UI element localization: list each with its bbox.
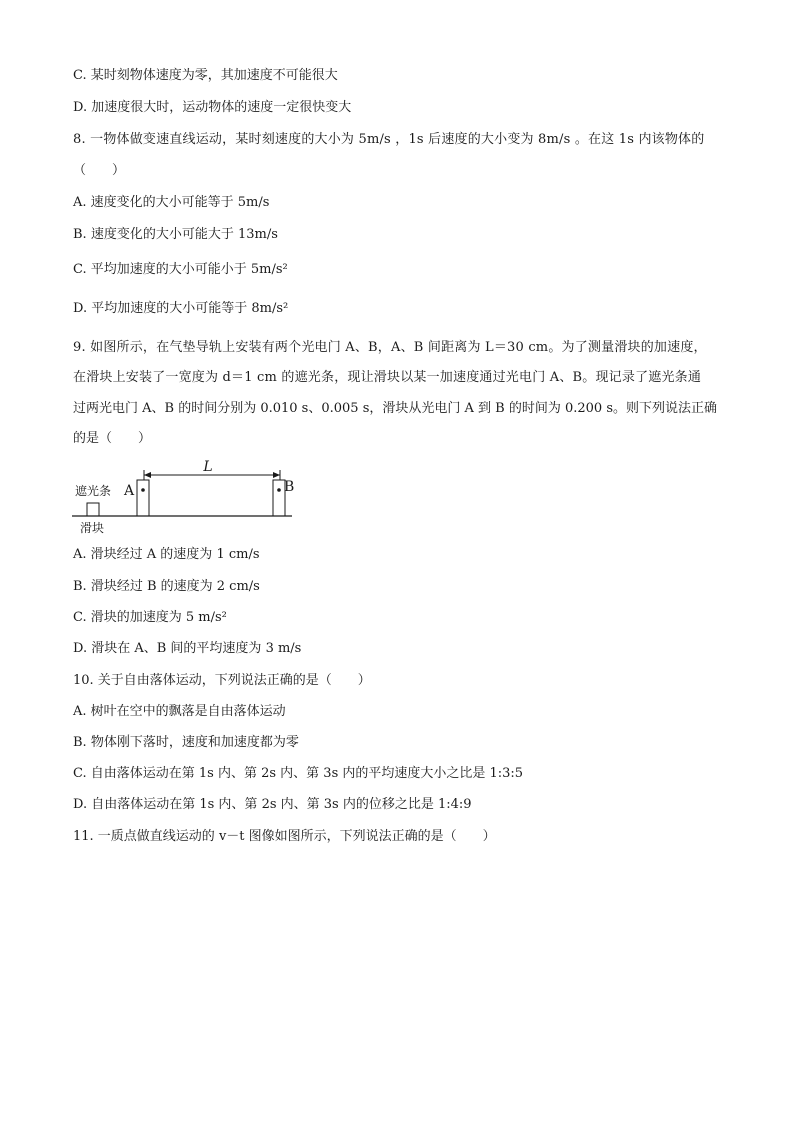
q9-option-b: B. 滑块经过 B 的速度为 2 cm/s [73,579,260,594]
q8-option-c: C. 平均加速度的大小可能小于 5m/s² [73,262,288,277]
q10-option-b: B. 物体刚下落时，速度和加速度都为零 [73,735,299,750]
label-slider: 滑块 [80,521,105,535]
q11-stem: 11. 一质点做直线运动的 v－t 图像如图所示，下列说法正确的是（ ） [73,829,496,844]
q7-option-d: D. 加速度很大时，运动物体的速度一定很快变大 [73,100,352,115]
q9-option-d: D. 滑块在 A、B 间的平均速度为 3 m/s [73,641,302,656]
q9-option-c: C. 滑块的加速度为 5 m/s² [73,610,227,625]
dimension-arrow-left [144,472,151,478]
q10-option-c: C. 自由落体运动在第 1s 内、第 2s 内、第 3s 内的平均速度大小之比是 1:3:5 [73,766,524,781]
q8-stem-line2: （ ） [73,163,126,178]
gate-a [137,480,149,516]
q9-stem-line3: 过两光电门 A、B 的时间分别为 0.010 s、0.005 s，滑块从光电门 A 到 B 的时间为 0.200 s。则下列说法正确 [73,401,718,416]
q10-stem: 10. 关于自由落体运动，下列说法正确的是（ ） [73,673,371,688]
q7-option-c: C. 某时刻物体速度为零，其加速度不可能很大 [73,68,338,83]
gate-a-dot [141,488,145,492]
air-track-diagram [70,458,300,538]
label-L: L [203,459,213,475]
q9-stem-line4: 的是（ ） [73,431,152,446]
q10-option-a: A. 树叶在空中的飘落是自由落体运动 [73,704,286,719]
label-A: A [124,483,135,499]
gate-b-dot [277,488,281,492]
q10-option-d: D. 自由落体运动在第 1s 内、第 2s 内、第 3s 内的位移之比是 1:4:9 [73,797,472,812]
dimension-arrow-right [273,472,280,478]
label-shade-bar: 遮光条 [75,484,112,498]
q8-option-d: D. 平均加速度的大小可能等于 8m/s² [73,301,289,316]
slider-block [87,503,99,516]
q9-stem-line1: 9. 如图所示，在气垫导轨上安装有两个光电门 A、B，A、B 间距离为 L＝30 cm。为了测量滑块的加速度， [73,340,707,355]
q9-option-a: A. 滑块经过 A 的速度为 1 cm/s [73,547,260,562]
q9-stem-line2: 在滑块上安装了一宽度为 d＝1 cm 的遮光条，现让滑块以某一加速度通过光电门 A、B。现记录了遮光条通 [73,370,702,385]
q8-option-a: A. 速度变化的大小可能等于 5m/s [73,195,270,210]
q8-option-b: B. 速度变化的大小可能大于 13m/s [73,227,278,242]
label-B: B [284,479,295,495]
q8-stem-line1: 8. 一物体做变速直线运动，某时刻速度的大小为 5m/s ，1s 后速度的大小变为 8m/s 。在这 1s 内该物体的 [73,132,705,147]
